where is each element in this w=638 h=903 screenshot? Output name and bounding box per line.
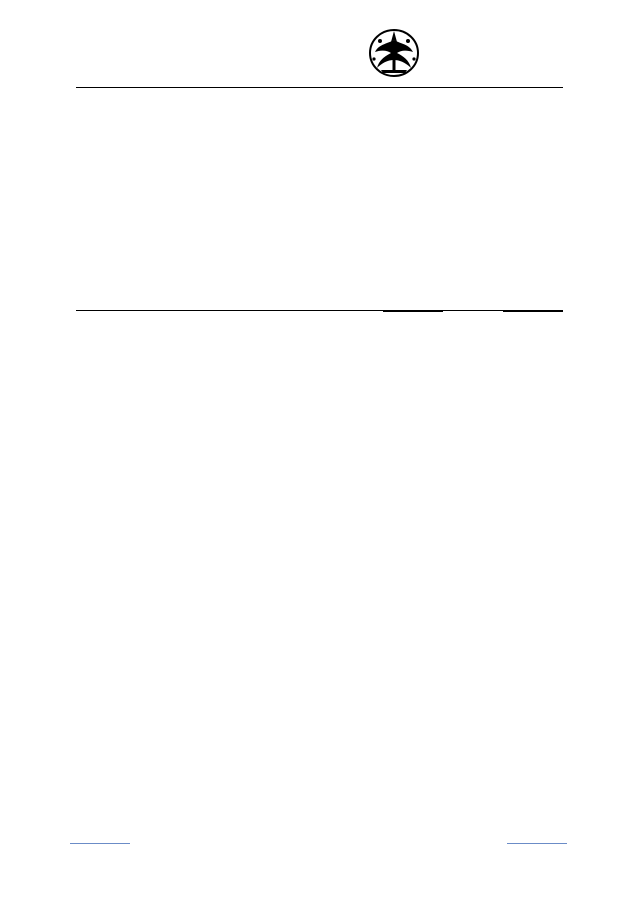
total-debit	[383, 311, 443, 312]
table-total-row	[76, 311, 563, 327]
header-divider	[76, 87, 563, 88]
total-credit	[503, 311, 563, 312]
university-logo-icon	[367, 26, 421, 78]
balance-changes-table	[76, 296, 563, 327]
page-footer	[0, 834, 638, 854]
footer-line-left	[70, 843, 130, 844]
table-header-row	[76, 296, 563, 311]
footer-line-right	[507, 843, 567, 844]
problem-2-section	[76, 254, 563, 257]
